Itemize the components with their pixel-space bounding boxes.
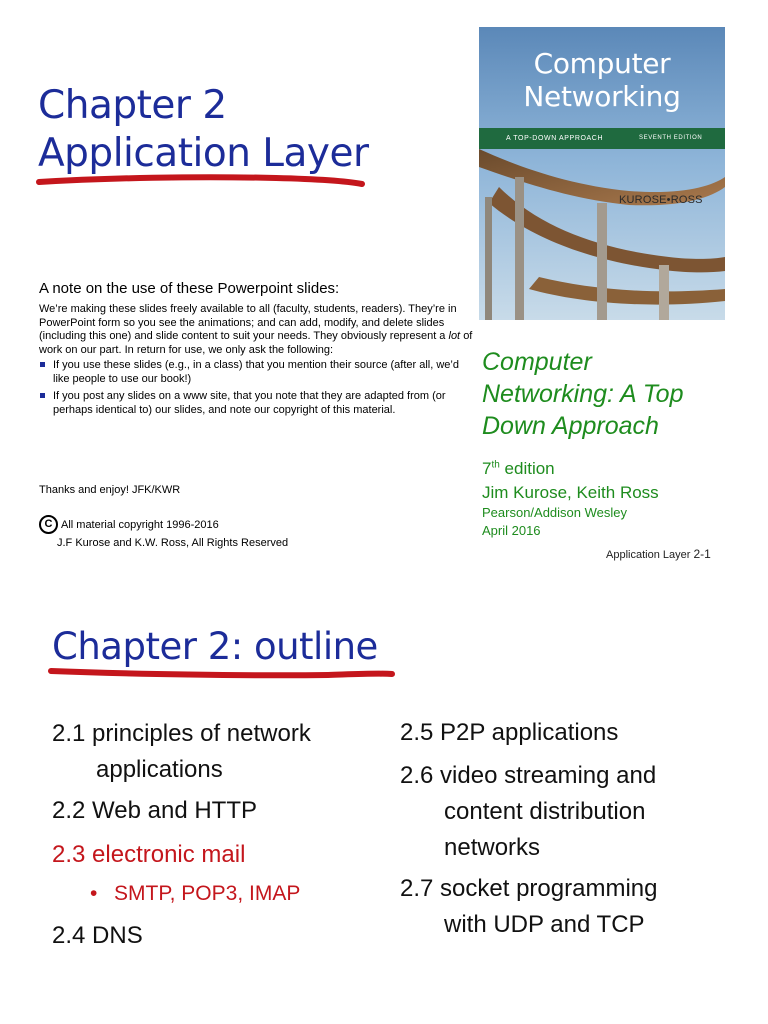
book-edition: 7th edition <box>482 459 555 478</box>
cover-authors: KUROSE•ROSS <box>619 194 703 206</box>
outline-item-2-1: 2.1 principles of network applications <box>52 720 311 783</box>
book-cover <box>479 27 725 320</box>
chapter-number: Chapter 2 <box>38 83 227 128</box>
note-bullet: If you use these slides (e.g., in a class) that you mention their source (after all, we’d like people to use our book!) <box>39 359 475 386</box>
outline-item-2-5: 2.5 P2P applications <box>400 719 619 746</box>
outline-item-2-3: 2.3 electronic mail <box>52 841 246 868</box>
rights-line: J.F Kurose and K.W. Ross, All Rights Reserved <box>57 537 289 549</box>
book-date: April 2016 <box>482 523 541 538</box>
copyright-icon: C <box>39 515 58 534</box>
cover-edition: SEVENTH EDITION <box>639 135 703 141</box>
note-bullet-list <box>39 359 475 417</box>
outline-item-2-6: 2.6 video streaming and content distribution networks <box>400 762 657 861</box>
copyright-line: C All material copyright 1996-2016 <box>39 515 219 534</box>
book-title: Computer Networking: A Top Down Approach <box>482 348 684 440</box>
square-bullet-icon <box>40 362 45 367</box>
outline-subitem-smtp: • SMTP, POP3, IMAP <box>90 876 300 912</box>
note-paragraph: We’re making these slides freely available to all (faculty, students, readers). They’re in PowerPoint form so you see the animations; and can add, modify, and delete slides (including this one) and slide content to suit your needs. They obviously represent a lot of work on our part. In return for use, we only ask the following: <box>39 303 473 356</box>
thanks-line: Thanks and enjoy! JFK/KWR <box>39 484 181 496</box>
cover-subtitle-band <box>479 128 725 149</box>
outline-item-2-7: 2.7 socket programming with UDP and TCP <box>400 875 658 938</box>
slide-2 <box>0 575 768 1024</box>
chapter-name: Application Layer <box>38 131 369 176</box>
note-heading: A note on the use of these Powerpoint slides: <box>39 280 340 297</box>
slide-footer: Application Layer 2-1 <box>606 547 711 561</box>
cover-title: Computer Networking <box>523 47 681 113</box>
chapter-title <box>38 82 369 178</box>
outline-item-2-2: 2.2 Web and HTTP <box>52 797 257 824</box>
note-body <box>39 303 475 421</box>
book-authors: Jim Kurose, Keith Ross <box>482 483 659 502</box>
book-publisher: Pearson/Addison Wesley <box>482 505 628 520</box>
red-underline-swoosh <box>48 663 398 683</box>
bullet-dot-icon: • <box>90 882 98 905</box>
red-underline-swoosh <box>36 168 366 194</box>
cover-subtitle: A TOP-DOWN APPROACH <box>506 135 604 142</box>
square-bullet-icon <box>40 393 45 398</box>
note-bullet: If you post any slides on a www site, that you note that they are adapted from (or perhaps identical to) our slides, and note our copyright of this material. <box>39 390 475 417</box>
outline-title: Chapter 2: outline <box>52 625 378 668</box>
outline-item-2-4: 2.4 DNS <box>52 922 143 949</box>
